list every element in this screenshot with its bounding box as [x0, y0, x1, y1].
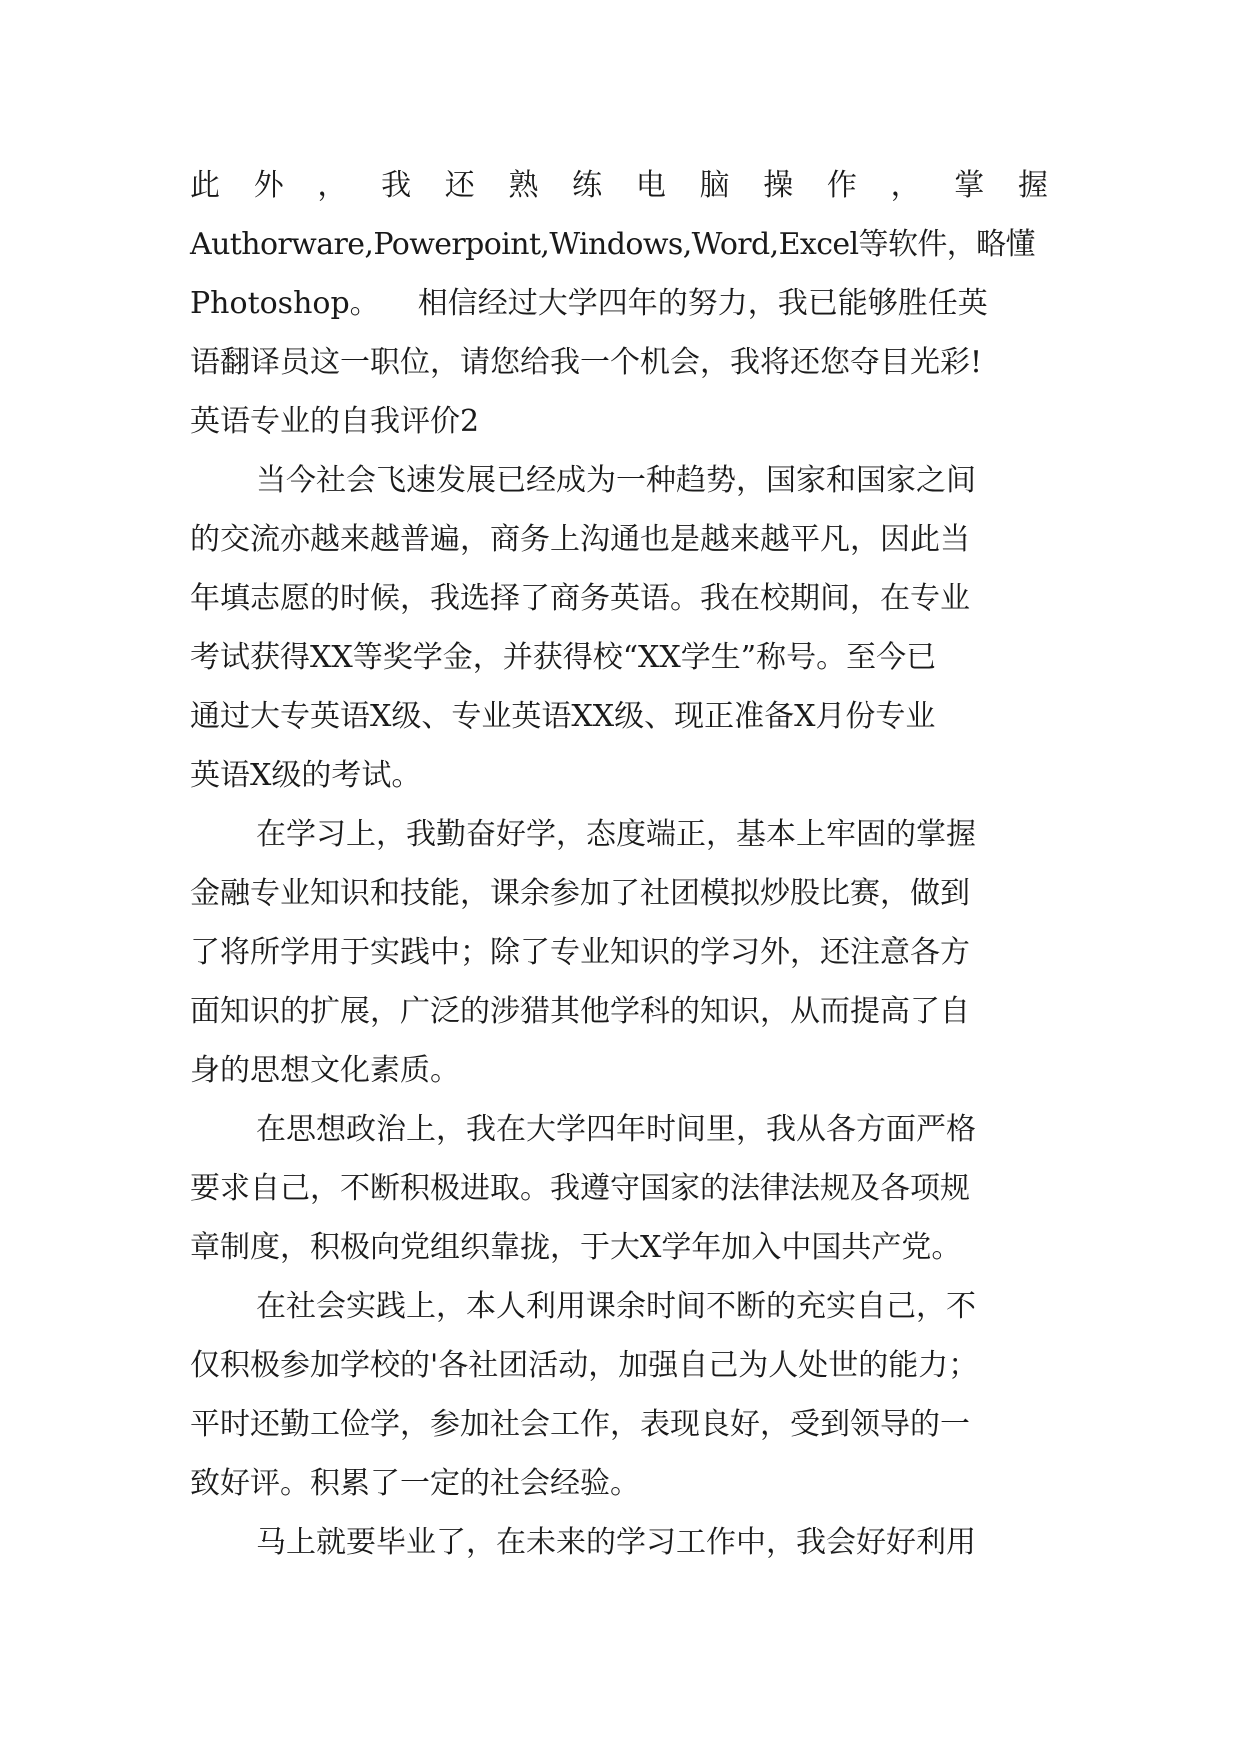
spaced-char: 熟 [508, 168, 539, 203]
spaced-char: 我 [381, 168, 412, 203]
spaced-char: 外 [253, 168, 284, 203]
paragraph-line: 马上就要毕业了，在未来的学习工作中，我会好好利用 [256, 1525, 976, 1560]
spaced-char: 脑 [699, 168, 730, 203]
paragraph-line: 平时还勤工俭学，参加社会工作，表现良好，受到领导的一 [190, 1407, 970, 1442]
paragraph-line: 考试获得XX等奖学金，并获得校“XX学生”称号。至今已 [190, 640, 937, 675]
paragraph-line: 在思想政治上，我在大学四年时间里，我从各方面严格 [256, 1112, 976, 1147]
paragraph-line: 了将所学用于实践中；除了专业知识的学习外，还注意各方 [190, 935, 970, 970]
paragraph-line: 金融专业知识和技能，课余参加了社团模拟炒股比赛，做到 [190, 876, 970, 911]
paragraph-line: 通过大专英语X级、专业英语XX级、现正准备X月份专业 [190, 699, 936, 734]
spaced-char: 作 [826, 168, 857, 203]
paragraph-line: 仅积极参加学校的'各社团活动，加强自己为人处世的能力； [190, 1348, 979, 1383]
paragraph-line: 面知识的扩展，广泛的涉猎其他学科的知识，从而提高了自 [190, 994, 970, 1029]
spaced-char: 掌 [954, 168, 985, 203]
paragraph-line: 身的思想文化素质。 [190, 1053, 460, 1088]
paragraph-line: 年填志愿的时候，我选择了商务英语。我在校期间，在专业 [190, 581, 970, 616]
document-body [190, 156, 1048, 1572]
paragraph-line: Authorware,Powerpoint,Windows,Word,Excel等软件，略懂 [190, 227, 1035, 262]
spaced-char: 此 [190, 168, 220, 203]
spaced-char: 还 [444, 168, 475, 203]
paragraph-line: 当今社会飞速发展已经成为一种趋势，国家和国家之间 [256, 463, 976, 498]
paragraph-line: 致好评。积累了一定的社会经验。 [190, 1466, 640, 1501]
paragraph-line: 章制度，积极向党组织靠拢，于大X学年加入中国共产党。 [190, 1230, 962, 1265]
spaced-char: 练 [572, 168, 603, 203]
spaced-char: 电 [635, 168, 666, 203]
spaced-char: ， [890, 168, 921, 203]
paragraph-line: 要求自己，不断积极进取。我遵守国家的法律法规及各项规 [190, 1171, 970, 1206]
spaced-char: ， [317, 168, 348, 203]
paragraph-line: Photoshop。 相信经过大学四年的努力，我已能够胜任英 [190, 286, 988, 321]
spaced-char: 握 [1017, 168, 1048, 203]
paragraph-line: 在社会实践上，本人利用课余时间不断的充实自己，不 [256, 1289, 976, 1324]
paragraph-line: 英语X级的考试。 [190, 758, 422, 793]
spaced-char: 操 [763, 168, 794, 203]
paragraph-line: 语翻译员这一职位，请您给我一个机会，我将还您夺目光彩! [190, 345, 983, 380]
paragraph-line [190, 156, 1048, 215]
section-heading: 英语专业的自我评价2 [190, 404, 480, 439]
paragraph-line: 的交流亦越来越普遍，商务上沟通也是越来越平凡，因此当 [190, 522, 970, 557]
paragraph-line: 在学习上，我勤奋好学，态度端正，基本上牢固的掌握 [256, 817, 976, 852]
